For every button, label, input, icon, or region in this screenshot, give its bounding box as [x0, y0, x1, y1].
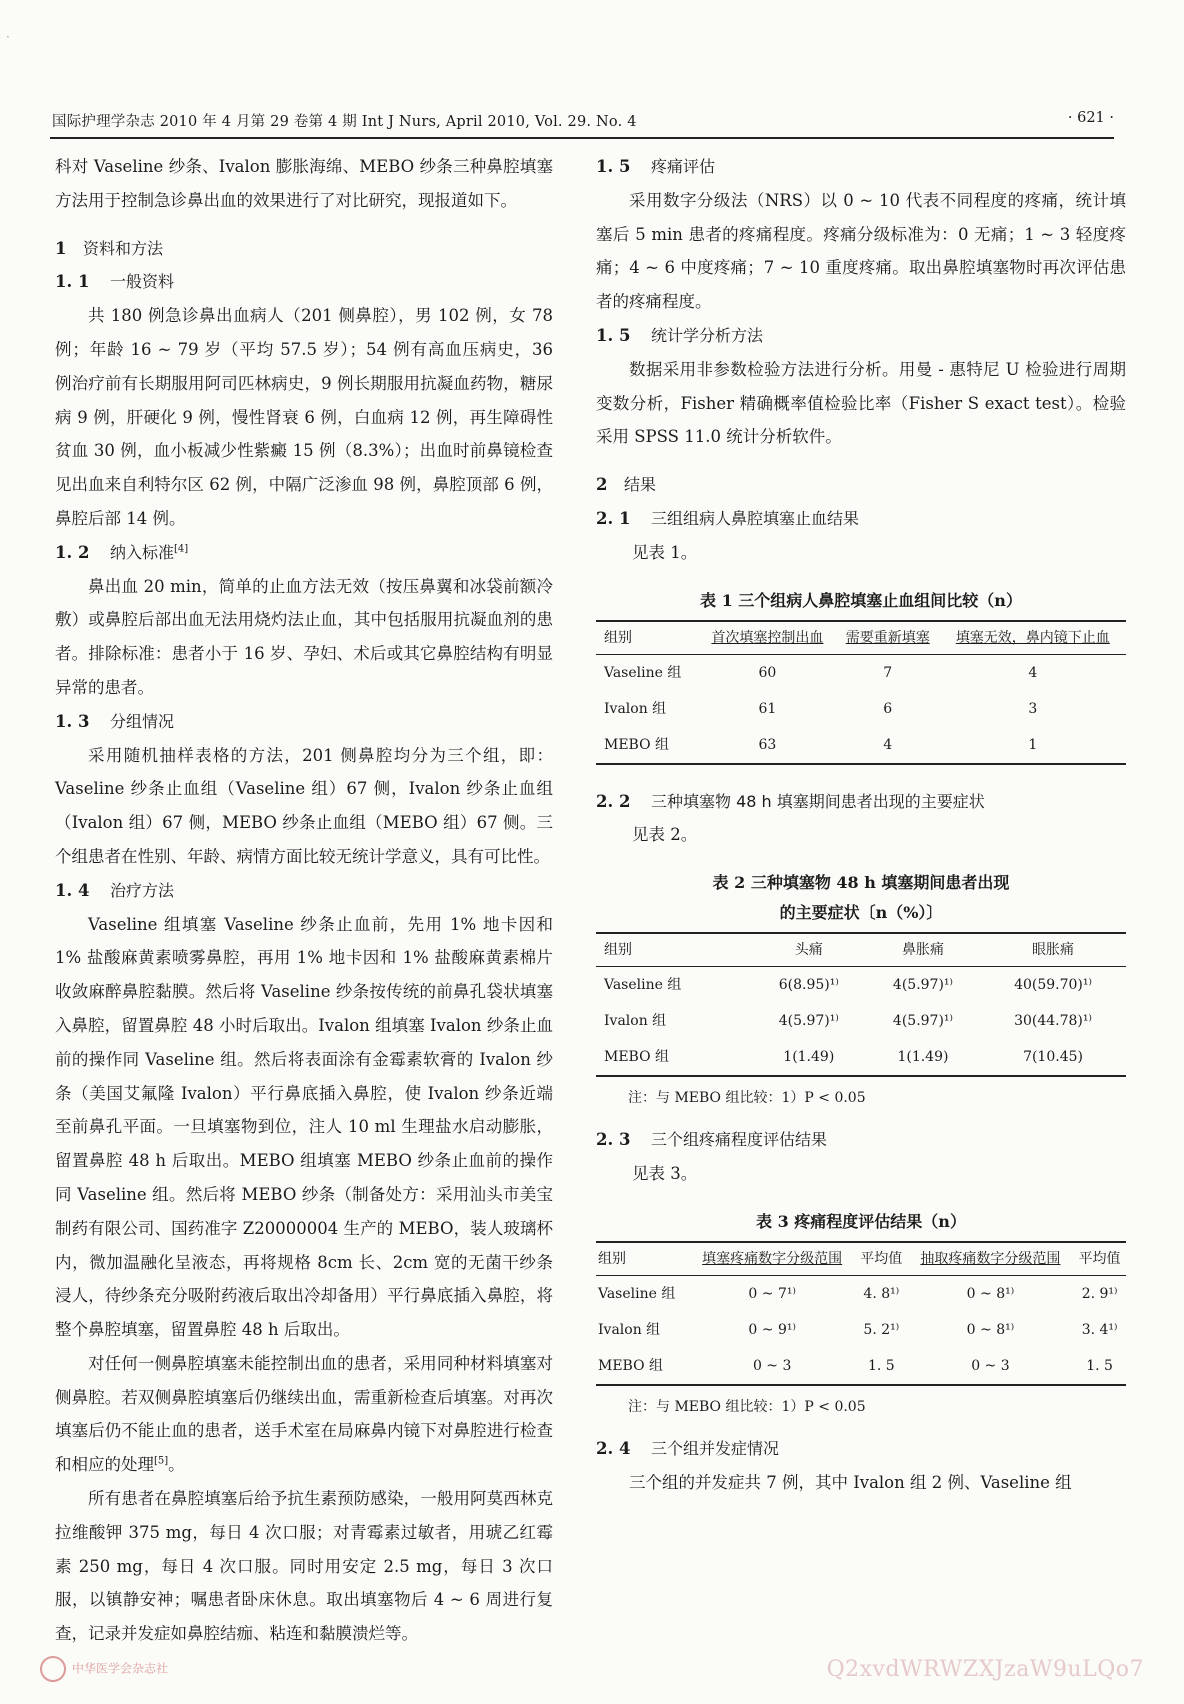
table-3-caption: 表 3 疼痛程度评估结果（n）: [756, 1211, 966, 1231]
table-cell: 1(1.49): [897, 1049, 949, 1066]
section-title: 治疗方法: [110, 880, 175, 900]
table-cell: Vaseline 组: [604, 664, 682, 681]
table-row: [596, 1275, 1126, 1312]
table-2-caption-line-2: 的主要症状〔n（%）〕: [779, 903, 943, 923]
section-1-1-heading: [55, 265, 553, 299]
table-cell: 3: [1028, 700, 1038, 717]
table-cell: 0 ~ 9¹⁾: [748, 1321, 796, 1338]
left-column: [55, 150, 553, 1651]
right-column: [596, 150, 1126, 1499]
section-number: 2. 1: [596, 508, 631, 528]
page-number: · 621 ·: [1067, 110, 1114, 126]
table-header-cell: 鼻胀痛: [866, 933, 980, 967]
table-2: [596, 932, 1126, 1077]
paragraph-text: 对任何一侧鼻腔填塞未能控制出血的患者，采用同种材料填塞对侧鼻腔。若双侧鼻腔填塞后仍继续出血，需重新检查后填塞。对再次填塞后仍不能止血的患者，送手术室在局麻鼻内镜下对鼻腔进行检查和相应的处理: [55, 1353, 553, 1475]
table-2-caption-line-1: 表 2 三种填塞物 48 h 填塞期间患者出现: [712, 873, 1010, 893]
table-header-cell: [699, 621, 836, 655]
table-row: [596, 1003, 1126, 1039]
publisher-logo: [40, 1656, 168, 1682]
publisher-name: 中华医学会杂志社: [72, 1661, 169, 1676]
table-header-row: [596, 933, 1126, 967]
section-number: 2. 4: [596, 1438, 631, 1458]
citation: [4]: [174, 543, 189, 555]
section-1-4-heading: [55, 874, 553, 908]
citation: [5]: [154, 1455, 169, 1467]
section-number: 1. 1: [55, 272, 90, 292]
table-cell: 7(10.45): [1023, 1049, 1083, 1066]
table-row: [596, 1039, 1126, 1076]
see-table-2: 见表 2。: [632, 825, 698, 845]
table-row: [596, 1348, 1126, 1385]
section-title: 统计学分析方法: [651, 325, 764, 345]
table-row: [596, 967, 1126, 1004]
see-table-3: 见表 3。: [632, 1163, 698, 1183]
section-number: 1. 2: [55, 542, 90, 562]
table-cell: 30(44.78)¹⁾: [1014, 1013, 1092, 1030]
table-row: [596, 654, 1126, 691]
table-cell: MEBO 组: [604, 736, 670, 753]
table-header-cell: 平均值: [855, 1242, 908, 1276]
section-number: 2: [596, 475, 608, 495]
section-1-3-heading: [55, 705, 553, 739]
scan-mark: ·: [6, 30, 10, 44]
table-header-cell: [940, 621, 1126, 655]
section-title: 资料和方法: [83, 238, 164, 258]
section-number: 2. 3: [596, 1130, 631, 1150]
table-cell: Ivalon 组: [604, 700, 667, 717]
section-1-3-text: 采用随机抽样表格的方法，201 侧鼻腔均分为三个组，即：Vaseline 纱条止血组（Vaseline 组）67 侧，Ivalon 纱条止血组（Ivalon 组）67 侧，MEBO 纱条止血组（MEBO 组）67 侧。三个组患者在性别、年龄、病情方面比较无统计学意义，具有可比性。: [55, 745, 553, 866]
section-1-4-paragraph-2: [55, 1347, 553, 1482]
table-cell: 0 ~ 7¹⁾: [748, 1285, 796, 1302]
table-cell: Ivalon 组: [604, 1013, 667, 1030]
section-1-2-text: 鼻出血 20 min，简单的止血方法无效（按压鼻翼和冰袋前额冷敷）或鼻腔后部出血无法用烧灼法止血，其中包括服用抗凝血剂的患者。排除标准：患者小于 16 岁、孕妇、术后或其它鼻腔结构有明显异常的患者。: [55, 576, 553, 697]
section-1-6-text: 数据采用非参数检验方法进行分析。用曼 - 惠特尼 U 检验进行周期变数分析，Fisher 精确概率值检验比率（Fisher S exact test）。检验采用 SPSS 11.0 统计分析软件。: [596, 359, 1126, 447]
section-1-5-text: 采用数字分级法（NRS）以 0 ~ 10 代表不同程度的疼痛，统计填塞后 5 min 患者的疼痛程度。疼痛分级标准为：0 无痛；1 ~ 3 轻度疼痛；4 ~ 6 中度疼痛；7 ~ 10 重度疼痛。取出鼻腔填塞物时再次评估患者的疼痛程度。: [596, 190, 1126, 312]
table-cell: 6(8.95)¹⁾: [778, 977, 839, 994]
table-header-cell: 头痛: [752, 933, 866, 967]
table-row: [596, 727, 1126, 764]
table-cell: 63: [758, 736, 777, 753]
table-header-cell: 组别: [596, 1242, 689, 1276]
table-header-row: [596, 1242, 1126, 1276]
section-number: 1. 4: [55, 880, 90, 900]
table-cell: 5. 2¹⁾: [863, 1321, 900, 1338]
section-title: 三组组病人鼻腔填塞止血结果: [651, 508, 860, 528]
table-2-note: 注：与 MEBO 组比较：1）P < 0.05: [628, 1090, 866, 1107]
section-1-6-heading: [596, 319, 1126, 353]
header-text: 填塞无效，鼻内镜下止血: [955, 629, 1110, 646]
table-cell: 1. 5: [867, 1357, 895, 1374]
table-cell: MEBO 组: [604, 1049, 670, 1066]
section-title: 三个组并发症情况: [651, 1438, 780, 1458]
table-cell: 1: [1028, 736, 1038, 753]
section-2-3-heading: [596, 1123, 1126, 1157]
header-text: 填塞疼痛数字分级范围: [702, 1250, 843, 1267]
section-number: 1. 5: [596, 325, 631, 345]
table-1: [596, 620, 1126, 765]
table-1-caption: 表 1 三个组病人鼻腔填塞止血组间比较（n）: [700, 590, 1022, 610]
paragraph-end: 。: [168, 1455, 185, 1475]
table-header-cell: [689, 1242, 854, 1276]
table-row: [596, 1312, 1126, 1348]
table-cell: 61: [758, 700, 777, 717]
section-title: 一般资料: [110, 272, 175, 292]
table-header-cell: 眼胀痛: [980, 933, 1126, 967]
table-cell: 0 ~ 3: [971, 1357, 1010, 1374]
table-cell: 3. 4¹⁾: [1081, 1321, 1118, 1338]
section-2-2-heading: [596, 785, 1126, 819]
section-2-1-heading: [596, 502, 1126, 536]
see-table-1: 见表 1。: [632, 542, 698, 562]
table-cell: 2. 9¹⁾: [1081, 1285, 1118, 1302]
section-1-2-heading: [55, 536, 553, 570]
table-row: [596, 691, 1126, 727]
table-cell: 4. 8¹⁾: [863, 1285, 900, 1302]
table-header-cell: 平均值: [1073, 1242, 1126, 1276]
table-cell: Vaseline 组: [598, 1285, 676, 1302]
table-cell: 4: [1028, 664, 1038, 681]
section-number: 2. 2: [596, 791, 631, 811]
table-cell: 7: [883, 664, 893, 681]
table-cell: 0 ~ 8¹⁾: [966, 1321, 1015, 1338]
table-cell: 6: [883, 700, 893, 717]
table-cell: 4(5.97)¹⁾: [778, 1013, 839, 1030]
section-title: 分组情况: [110, 711, 175, 731]
section-title: 结果: [624, 475, 657, 495]
header-text: 需要重新填塞: [845, 629, 930, 646]
section-1-4-paragraph-3: 所有患者在鼻腔填塞后给予抗生素预防感染，一般用阿莫西林克拉维酸钾 375 mg，每日 4 次口服；对青霉素过敏者，用琥乙红霉素 250 mg，每日 4 次口服。同时用安定 2.5 mg，每日 3 次口服，以镇静安神；嘱患者卧床休息。取出填塞物后 4 ~ 6 周进行复查，记录并发症如鼻腔结痂、粘连和黏膜溃烂等。: [55, 1489, 553, 1644]
table-header-cell: [836, 621, 940, 655]
section-number: 1. 3: [55, 711, 90, 731]
section-title: 纳入标准: [110, 542, 175, 562]
table-cell: 0 ~ 3: [752, 1357, 792, 1374]
table-header-cell: 组别: [596, 933, 752, 967]
table-cell: 60: [758, 664, 777, 681]
table-cell: 4(5.97)¹⁾: [892, 1013, 953, 1030]
watermark: Q2xvdWRWZXJzaW9uLQo7: [826, 1657, 1144, 1682]
table-cell: 40(59.70)¹⁾: [1014, 977, 1092, 994]
table-3-note: 注：与 MEBO 组比较：1）P < 0.05: [628, 1398, 866, 1415]
header-rule: [50, 137, 1114, 139]
publisher-seal-icon: [40, 1656, 66, 1682]
table-cell: Ivalon 组: [598, 1321, 661, 1338]
table-cell: 1. 5: [1086, 1357, 1113, 1374]
table-cell: 4: [883, 736, 893, 753]
table-cell: 1(1.49): [783, 1049, 835, 1066]
header-text: 首次填塞控制出血: [711, 629, 824, 646]
section-1-4-paragraph-1: Vaseline 组填塞 Vaseline 纱条止血前，先用 1% 地卡因和 1% 盐酸麻黄素喷雾鼻腔，再用 1% 地卡因和 1% 盐酸麻黄素棉片收敛麻醉鼻腔黏膜。然后将 Vaseline 纱条按传统的前鼻孔袋状填塞入鼻腔，留置鼻腔 48 小时后取出。Ivalon 组填塞 Ivalon 纱条止血前的操作同 Vaseline 组。然后将表面涂有金霉素软膏的 Ivalon 纱条（美国艾氟隆 Ivalon）平行鼻底插入鼻腔，使 Ivalon 纱条近端至前鼻孔平面。一旦填塞物到位，注人 10 ml 生理盐水启动膨胀，留置鼻腔 48 h 后取出。MEBO 组填塞 MEBO 纱条止血前的操作同 Vaseline 组。然后将 MEBO 纱条（制备处方：采用汕头市美宝制药有限公司、国药准字 Z20000004 生产的 MEBO，装人玻璃杯内，微加温融化呈液态，再将规格 8cm 长、2cm 宽的无菌干纱条浸人，待纱条充分吸附药液后取出冷却备用）平行鼻底插入鼻腔，将整个鼻腔填塞，留置鼻腔 48 h 后取出。: [55, 914, 553, 1340]
section-2-4-text: 三个组的并发症共 7 例，其中 Ivalon 组 2 例、Vaseline 组: [629, 1472, 1072, 1492]
table-cell: 0 ~ 8¹⁾: [966, 1285, 1015, 1302]
section-title: 三种填塞物 48 h 填塞期间患者出现的主要症状: [651, 791, 985, 811]
table-cell: MEBO 组: [598, 1357, 664, 1374]
section-number: 1. 5: [596, 157, 631, 176]
section-title: 疼痛评估: [651, 157, 716, 176]
section-number: 1: [55, 238, 67, 258]
table-3: [596, 1241, 1126, 1386]
section-1-heading: [55, 232, 553, 266]
section-title: 三个组疼痛程度评估结果: [651, 1130, 828, 1150]
table-header-cell: [908, 1242, 1073, 1276]
table-header-cell: 组别: [596, 621, 699, 655]
section-1-5-heading: [596, 150, 1126, 184]
table-cell: Vaseline 组: [604, 977, 682, 994]
intro-paragraph: 科对 Vaseline 纱条、Ivalon 膨胀海绵、MEBO 纱条三种鼻腔填塞方法用于控制急诊鼻出血的效果进行了对比研究，现报道如下。: [55, 157, 553, 210]
section-2-heading: [596, 468, 1126, 502]
section-2-4-heading: [596, 1432, 1126, 1466]
section-1-1-text: 共 180 例急诊鼻出血病人（201 侧鼻腔），男 102 例，女 78 例；年龄 16 ~ 79 岁（平均 57.5 岁）；54 例有高血压病史，36 例治疗前有长期服用阿司匹林病史，9 例长期服用抗凝血药物，糖尿病 9 例，肝硬化 9 例，慢性肾衰 6 例，白血病 12 例，再生障碍性贫血 30 例，血小板减少性紫癜 15 例（8.3%）；出血时前鼻镜检查见出血来自利特尔区 62 例，中隔广泛渗血 98 例，鼻腔顶部 6 例，鼻腔后部 14 例。: [55, 306, 553, 528]
table-cell: 4(5.97)¹⁾: [892, 977, 953, 994]
header-text: 抽取疼痛数字分级范围: [920, 1250, 1061, 1267]
journal-header: 国际护理学杂志 2010 年 4 月第 29 卷第 4 期 Int J Nurs, April 2010, Vol. 29. No. 4: [52, 114, 637, 130]
table-header-row: [596, 621, 1126, 655]
